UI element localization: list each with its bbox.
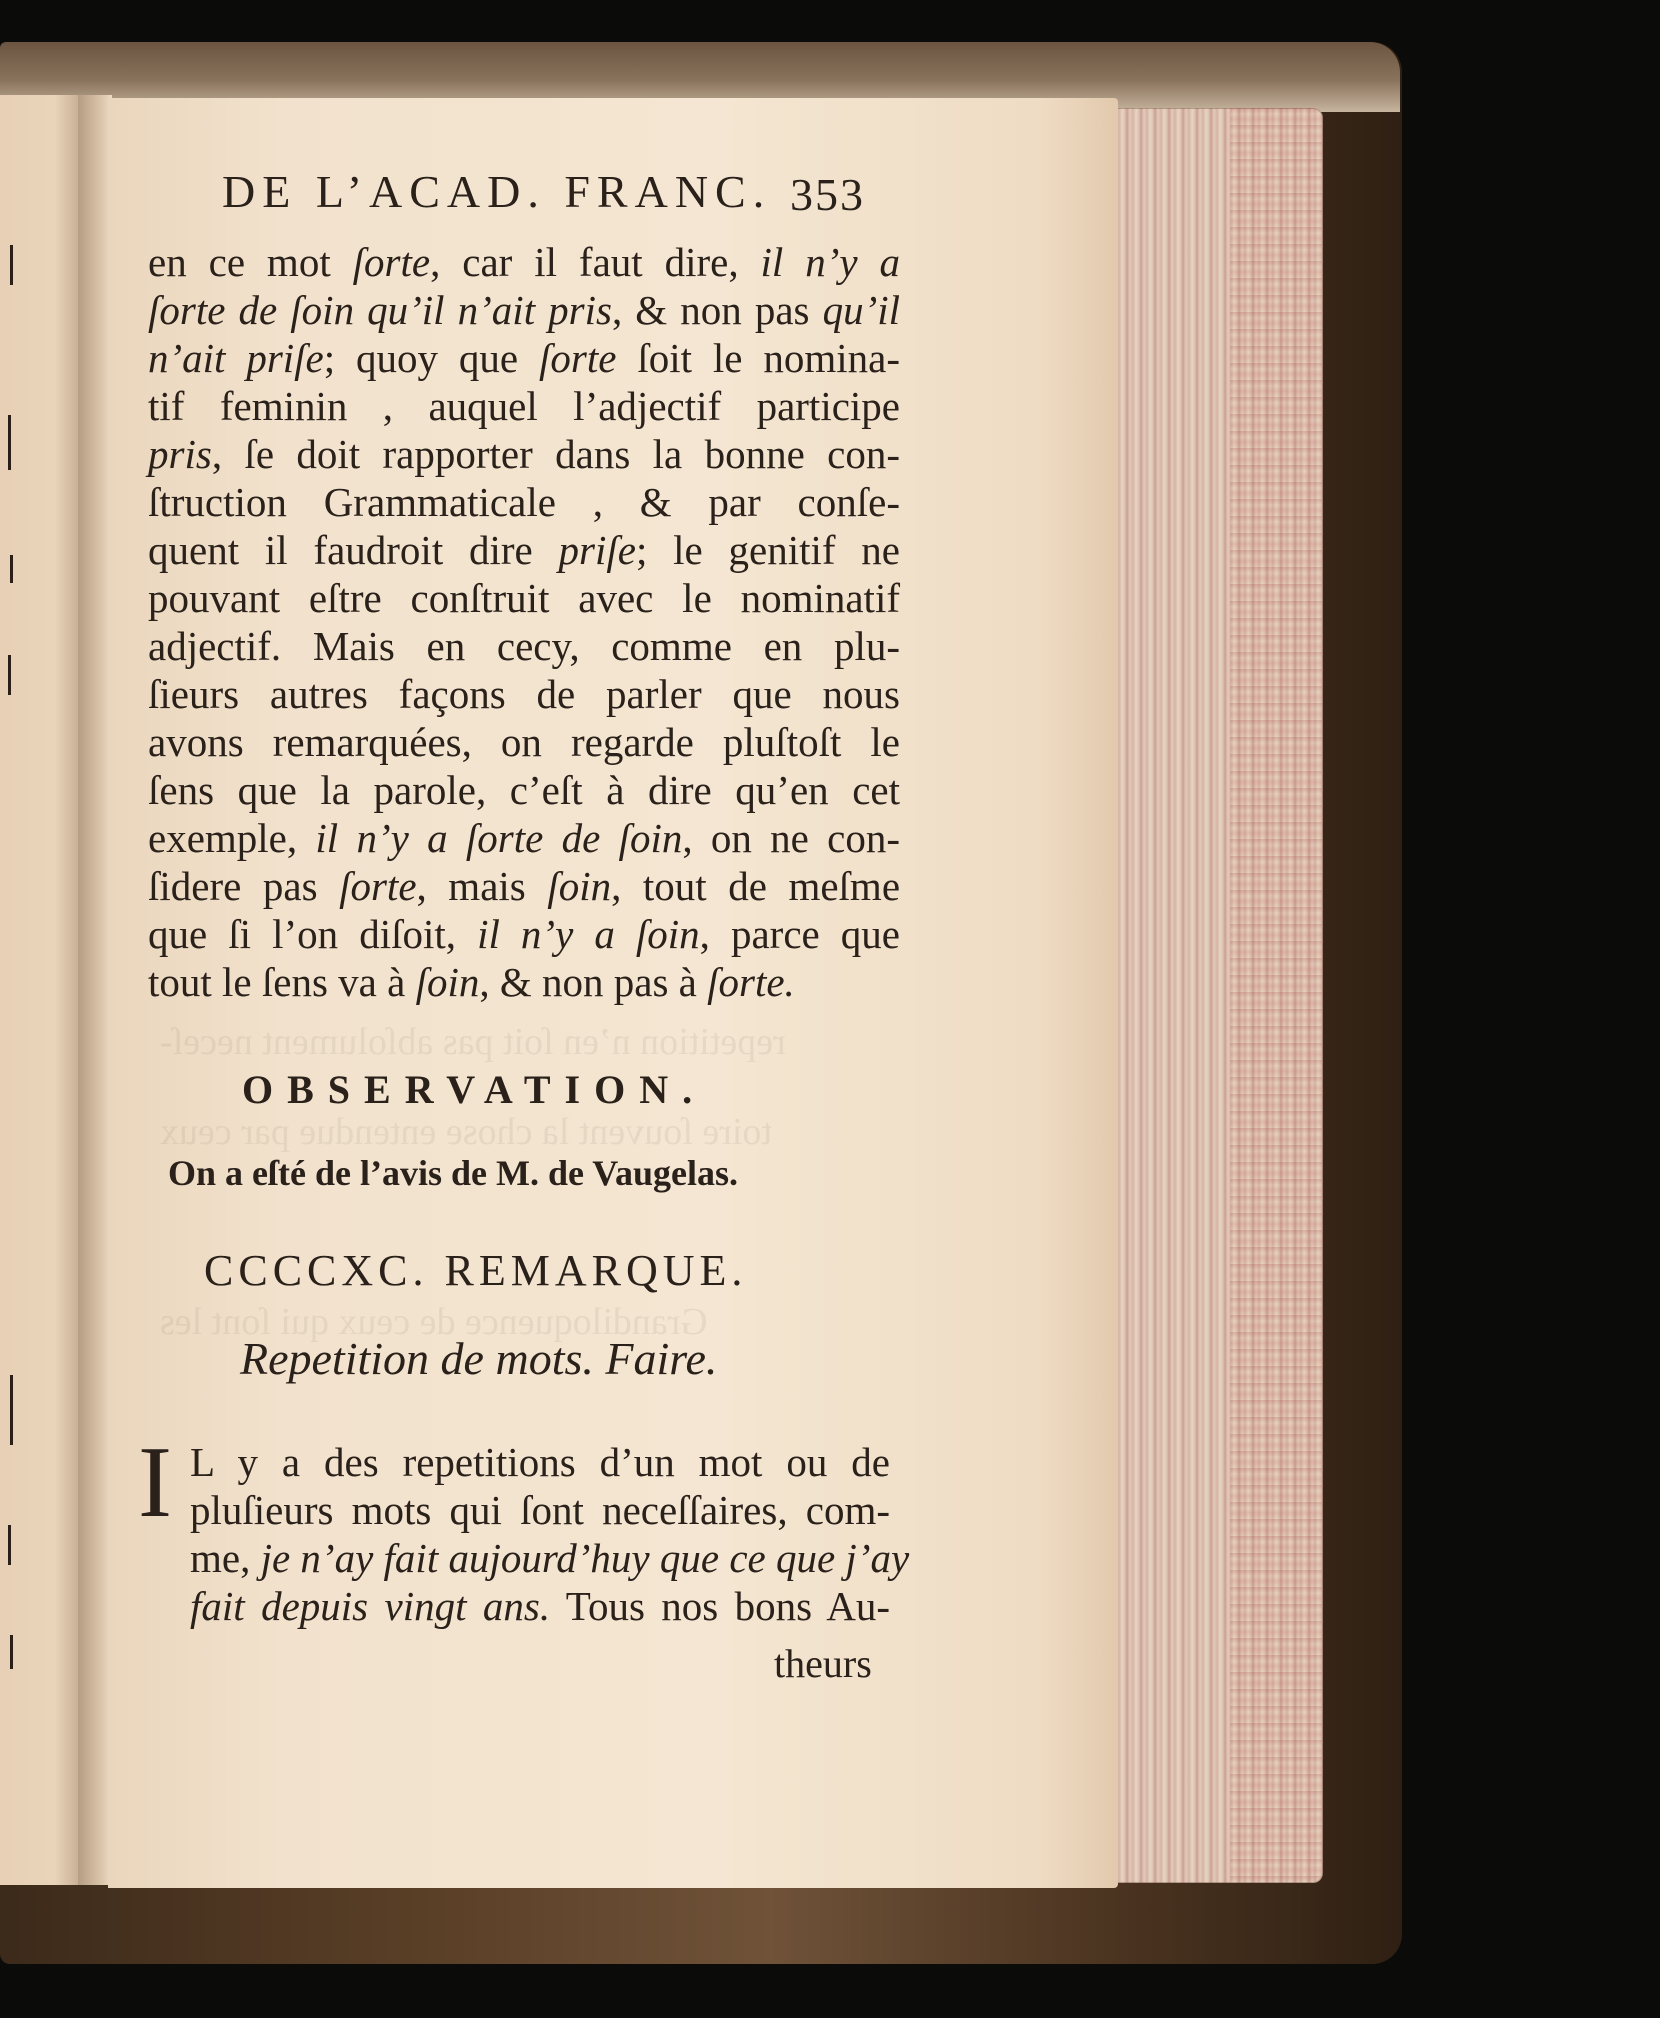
text-span: ſens que la parole, c’eſt à dire qu’en cet (148, 767, 900, 813)
italic-span: ſoin (415, 959, 480, 1005)
show-through-text: toire ſouvent la chose entendue par ceux (160, 1111, 772, 1153)
text-line (190, 1582, 890, 1630)
text-fragment (10, 1635, 13, 1669)
text-span: ſidere pas (148, 863, 340, 909)
text-line (148, 478, 900, 526)
text-span: Tous nos bons Au- (550, 1583, 891, 1629)
italic-span: ſorte. (707, 959, 795, 1005)
text-line (148, 238, 900, 286)
text-line (148, 622, 900, 670)
observation-heading: OBSERVATION. (242, 1067, 707, 1112)
text-span: , & non pas (611, 287, 823, 333)
text-span: , car il faut dire, (430, 239, 761, 285)
text-span: , mais (416, 863, 548, 909)
italic-span: pris (148, 431, 212, 477)
text-span: , ſe doit rapporter dans la bonne con- (211, 431, 900, 477)
drop-cap: I (138, 1426, 172, 1539)
text-span: quent il faudroit dire (148, 527, 559, 573)
italic-span: priſe (558, 527, 636, 573)
text-span: ; le genitif ne (635, 527, 901, 573)
text-line (148, 526, 900, 574)
text-span: L y a des repetitions d’un mot ou de (190, 1439, 890, 1485)
text-span: ſieurs autres façons de parler que nous (148, 671, 900, 717)
text-span: ſoit le nomina- (616, 335, 901, 381)
italic-span: ſoin (547, 863, 612, 909)
text-span: ; quoy que (323, 335, 540, 381)
text-span: avons remarquées, on regarde pluſtoſt le (148, 719, 900, 765)
text-fragment (8, 655, 11, 695)
previous-page-edge (0, 95, 80, 1885)
italic-span: fait depuis vingt ans. (190, 1583, 551, 1629)
italic-span: je n’ay fait aujourd’huy que ce que j’ay (260, 1535, 910, 1581)
text-span: , on ne con- (682, 815, 900, 861)
remarque-heading: CCCCXC. REMARQUE. (204, 1246, 748, 1295)
text-line (148, 430, 900, 478)
show-through-text: Grandiloquence de ceux qui ſont les (160, 1301, 708, 1343)
text-line (148, 862, 900, 910)
text-line (148, 574, 900, 622)
book-gutter (78, 95, 112, 1885)
text-fragment (10, 245, 13, 285)
text-line (148, 910, 900, 958)
text-span: pluſieurs mots qui ſont neceſſaires, com- (190, 1487, 890, 1533)
italic-span: ſorte (539, 335, 617, 381)
italic-span: qu’il (822, 287, 900, 333)
text-fragment (8, 1525, 11, 1565)
text-span: en ce mot (148, 239, 353, 285)
italic-span: il n’y a ſorte de ſoin (315, 815, 683, 861)
text-line (148, 334, 900, 382)
text-span: ſtruction Grammaticale , & par conſe- (148, 479, 900, 525)
text-line (148, 382, 900, 430)
catchword: theurs (774, 1641, 872, 1686)
text-line (148, 814, 900, 862)
italic-span: ſorte (352, 239, 431, 285)
text-line (148, 766, 900, 814)
text-span: , & non pas à (479, 959, 708, 1005)
italic-span: n’ait priſe (148, 335, 324, 381)
text-fragment (10, 1375, 13, 1445)
text-span: me, (190, 1535, 261, 1581)
text-span: tif feminin , auquel l’adjectif participe (148, 383, 900, 429)
italic-span: ſorte de ſoin qu’il n’ait pris (148, 287, 612, 333)
text-span: exemple, (148, 815, 316, 861)
text-span: tout le ſens va à (148, 959, 416, 1005)
text-span: , parce que (699, 911, 900, 957)
italic-span: ſorte (339, 863, 417, 909)
text-span: pouvant eſtre conſtruit avec le nominatif (148, 575, 900, 621)
text-line (148, 958, 795, 1006)
italic-span: il n’y a ſoin (477, 911, 700, 957)
text-line (190, 1534, 910, 1582)
text-span: que ſi l’on diſoit, (148, 911, 478, 957)
page-number: 353 (790, 169, 865, 220)
text-span: , tout de meſme (611, 863, 901, 909)
sprinkled-edge (1230, 108, 1322, 1883)
italic-span: il n’y a (760, 239, 900, 285)
text-span: adjectif. Mais en cecy, comme en plu- (148, 623, 900, 669)
text-fragment (10, 555, 13, 583)
text-line (148, 718, 900, 766)
text-line (148, 286, 900, 334)
text-line (148, 670, 900, 718)
text-line (190, 1486, 890, 1534)
show-through-text: repetition n’en ſoit pas abſolument neceſ- (160, 1021, 786, 1063)
text-line (190, 1438, 890, 1486)
remarque-subtitle: Repetition de mots. Faire. (240, 1333, 718, 1384)
running-header: DE L’ACAD. FRANC. (222, 166, 772, 217)
text-fragment (8, 415, 11, 470)
observation-text: On a eſté de l’avis de M. de Vaugelas. (168, 1153, 739, 1193)
